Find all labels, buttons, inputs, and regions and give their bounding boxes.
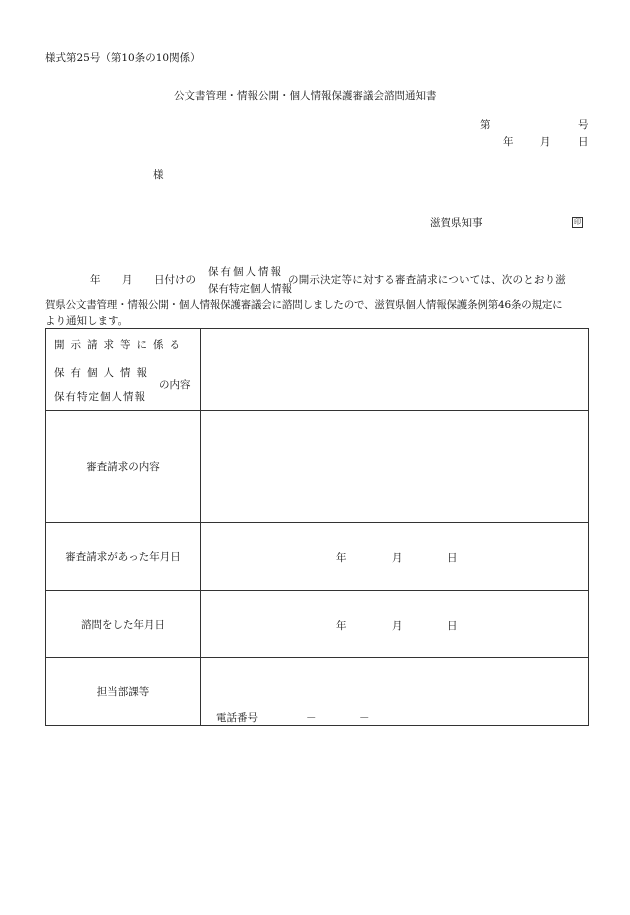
- date-day: 日: [578, 136, 589, 148]
- document-title: 公文書管理・情報公開・個人情報保護審議会諮問通知書: [174, 90, 437, 102]
- row-label: 担当部課等: [46, 658, 201, 726]
- row-label: 保有特定個人情報: [54, 391, 146, 403]
- field-value[interactable]: [201, 591, 589, 658]
- table-row: [46, 329, 589, 411]
- row-label: 開示請求等に係る: [54, 339, 186, 351]
- phone-dash: －: [359, 712, 370, 724]
- option-personal-info: 保有個人情報: [208, 266, 283, 278]
- table-row: [46, 523, 589, 591]
- year-label: 年: [336, 552, 347, 564]
- phone-label: 電話番号: [216, 712, 258, 724]
- option-specific-personal-info: 保有特定個人情報: [208, 283, 292, 295]
- day-label: 日: [447, 552, 458, 564]
- number-prefix: 第: [480, 119, 491, 131]
- table-row: [46, 411, 589, 523]
- body-line3: より通知します。: [45, 315, 129, 327]
- body-line2: 賀県公文書管理・情報公開・個人情報保護審議会に諮問しましたので、滋賀県個人情報保護条例第46条の規定に: [45, 299, 563, 311]
- month-label: 月: [392, 552, 403, 564]
- table-row: [46, 658, 589, 726]
- sender: 滋賀県知事: [430, 217, 483, 229]
- row-label: 保有個人情報: [54, 367, 153, 379]
- notification-table: [45, 328, 589, 726]
- date-year: 年: [503, 136, 514, 148]
- year-label: 年: [336, 620, 347, 632]
- field-value[interactable]: [201, 329, 589, 411]
- day-label: 日: [447, 620, 458, 632]
- body-year: 年: [90, 274, 101, 286]
- row-label: 審査請求の内容: [46, 411, 201, 523]
- field-value[interactable]: [201, 523, 589, 591]
- row-label: の内容: [159, 379, 191, 391]
- month-label: 月: [392, 620, 403, 632]
- field-value[interactable]: [201, 411, 589, 523]
- seal-mark: 印: [574, 218, 581, 226]
- phone-dash: －: [306, 712, 317, 724]
- body-line1: の開示決定等に対する審査請求については、次のとおり滋: [288, 274, 566, 286]
- date-month: 月: [540, 136, 551, 148]
- body-day: 日付けの: [154, 274, 196, 286]
- field-value[interactable]: [201, 658, 589, 726]
- body-month: 月: [122, 274, 133, 286]
- form-number: 様式第25号（第10条の10関係）: [45, 52, 201, 64]
- row-label: 諮問をした年月日: [46, 591, 201, 658]
- addressee: 様: [153, 169, 164, 181]
- number-suffix: 号: [578, 119, 589, 131]
- table-row: [46, 591, 589, 658]
- row-label: 審査請求があった年月日: [46, 523, 201, 591]
